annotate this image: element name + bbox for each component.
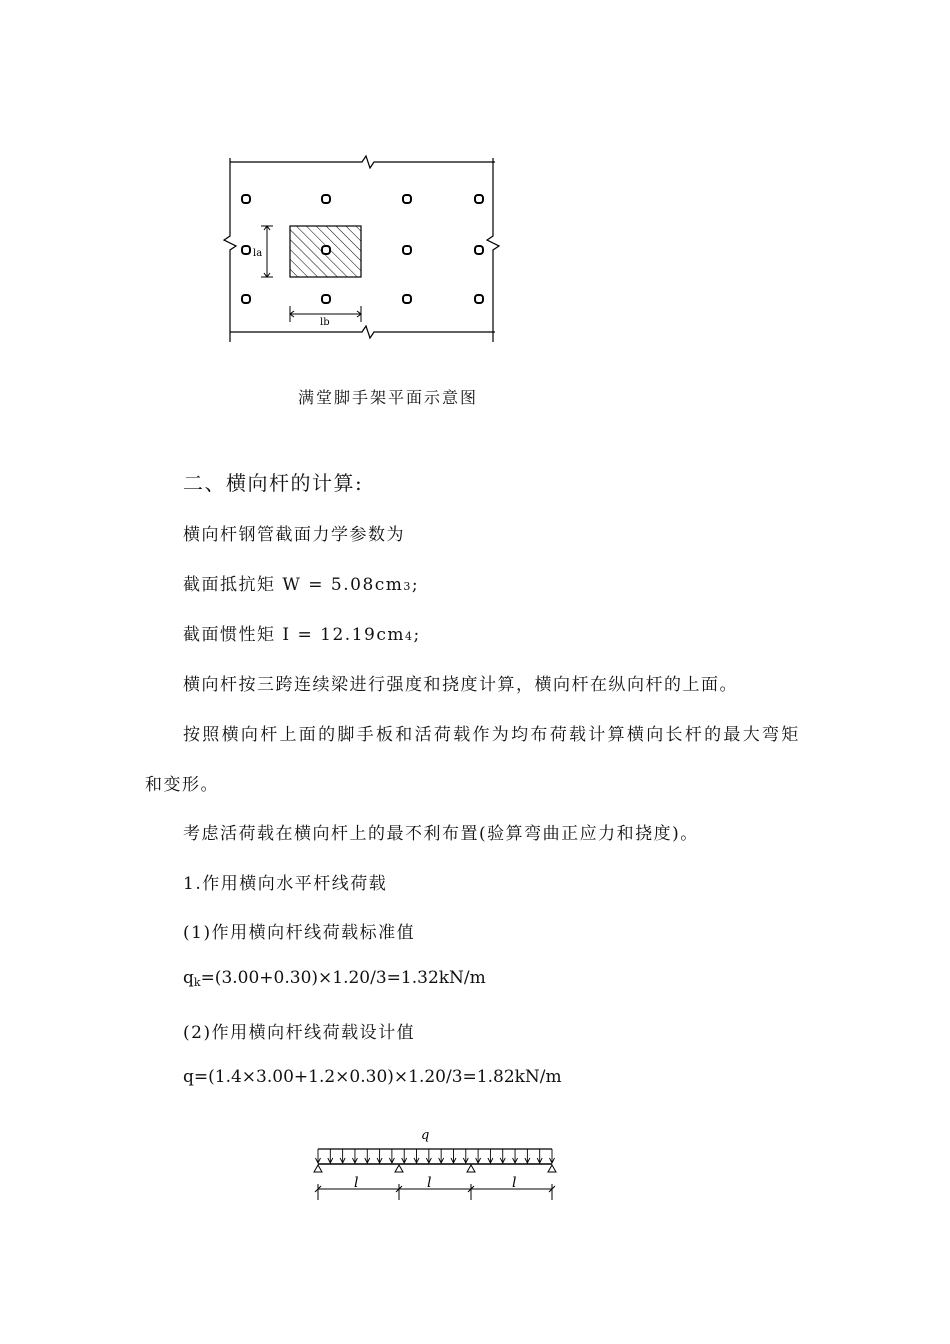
load-arrow xyxy=(365,1149,370,1163)
load-arrow xyxy=(513,1149,518,1163)
load-arrow xyxy=(426,1149,431,1163)
dimension-la xyxy=(261,226,273,277)
load-arrow xyxy=(352,1149,357,1163)
load-arrow xyxy=(439,1149,444,1163)
moment-of-inertia-text: 截面惯性矩 I = 12.19cm xyxy=(183,625,405,645)
paragraph-3 xyxy=(183,620,421,645)
label-la: la xyxy=(253,248,263,259)
span-dimension-line xyxy=(315,1184,555,1200)
figure1-caption: 满堂脚手架平面示意图 xyxy=(298,388,479,407)
load-arrow xyxy=(537,1149,542,1163)
load-arrow xyxy=(488,1149,493,1163)
span-label-1: l xyxy=(354,1175,359,1191)
section-modulus-exponent: 3 xyxy=(403,580,412,593)
paragraph-11-formula: q=(1.4×3.00+1.2×0.30)×1.20/3=1.82kN/m xyxy=(183,1067,562,1087)
formula-q: q xyxy=(183,968,194,988)
plan-bottom-edge xyxy=(230,326,495,338)
paragraph-2 xyxy=(183,570,419,595)
plan-left-edge xyxy=(224,158,236,342)
scaffold-plan-figure xyxy=(220,150,510,350)
load-arrow xyxy=(476,1149,481,1163)
paragraph-6: 考虑活荷载在横向杆上的最不利布置(验算弯曲正应力和挠度)。 xyxy=(183,824,699,844)
load-arrow xyxy=(328,1149,333,1163)
load-arrow xyxy=(340,1149,345,1163)
load-arrow xyxy=(414,1149,419,1163)
section-modulus-text: 截面抵抗矩 W = 5.08cm xyxy=(183,575,404,595)
plan-right-edge xyxy=(487,158,499,342)
span-label-2: l xyxy=(427,1175,432,1191)
paragraph-7: 1.作用横向水平杆线荷载 xyxy=(183,874,388,894)
paragraph-5-line-2: 和变形。 xyxy=(145,775,219,795)
load-arrow xyxy=(550,1149,555,1163)
load-arrow xyxy=(377,1149,382,1163)
paragraph-1: 横向杆钢管截面力学参数为 xyxy=(183,525,405,545)
span-label-3: l xyxy=(512,1175,517,1191)
plan-top-edge xyxy=(230,156,495,168)
label-lb: lb xyxy=(320,317,330,328)
paragraph-10: (2)作用横向杆线荷载设计值 xyxy=(183,1023,416,1043)
paragraph-4: 横向杆按三跨连续梁进行强度和挠度计算，横向杆在纵向杆的上面。 xyxy=(183,675,738,695)
moment-of-inertia-exponent: 4 xyxy=(404,630,414,643)
paragraph-8: (1)作用横向杆线荷载标准值 xyxy=(183,923,416,943)
load-label-q: q xyxy=(421,1128,430,1143)
load-arrows xyxy=(316,1149,555,1163)
paragraph-9-formula xyxy=(183,968,486,989)
formula-expression: =(3.00+0.30)×1.20/3=1.32kN/m xyxy=(200,968,486,988)
load-arrow xyxy=(389,1149,394,1163)
moment-of-inertia-end: ; xyxy=(413,625,421,645)
load-arrow xyxy=(500,1149,505,1163)
load-arrow xyxy=(402,1149,407,1163)
load-arrow xyxy=(451,1149,456,1163)
formula-subscript-k: k xyxy=(193,976,201,989)
paragraph-5-line-1: 按照横向杆上面的脚手板和活荷载作为均布荷载计算横向长杆的最大弯矩 xyxy=(183,725,801,745)
load-arrow xyxy=(463,1149,468,1163)
load-arrow xyxy=(525,1149,530,1163)
scaffold-poles xyxy=(242,195,483,303)
section-heading: 二、横向杆的计算: xyxy=(183,471,364,495)
load-arrow xyxy=(316,1149,321,1163)
section-modulus-end: ; xyxy=(411,575,420,595)
beam-supports xyxy=(314,1165,556,1172)
beam-diagram xyxy=(300,1120,570,1210)
